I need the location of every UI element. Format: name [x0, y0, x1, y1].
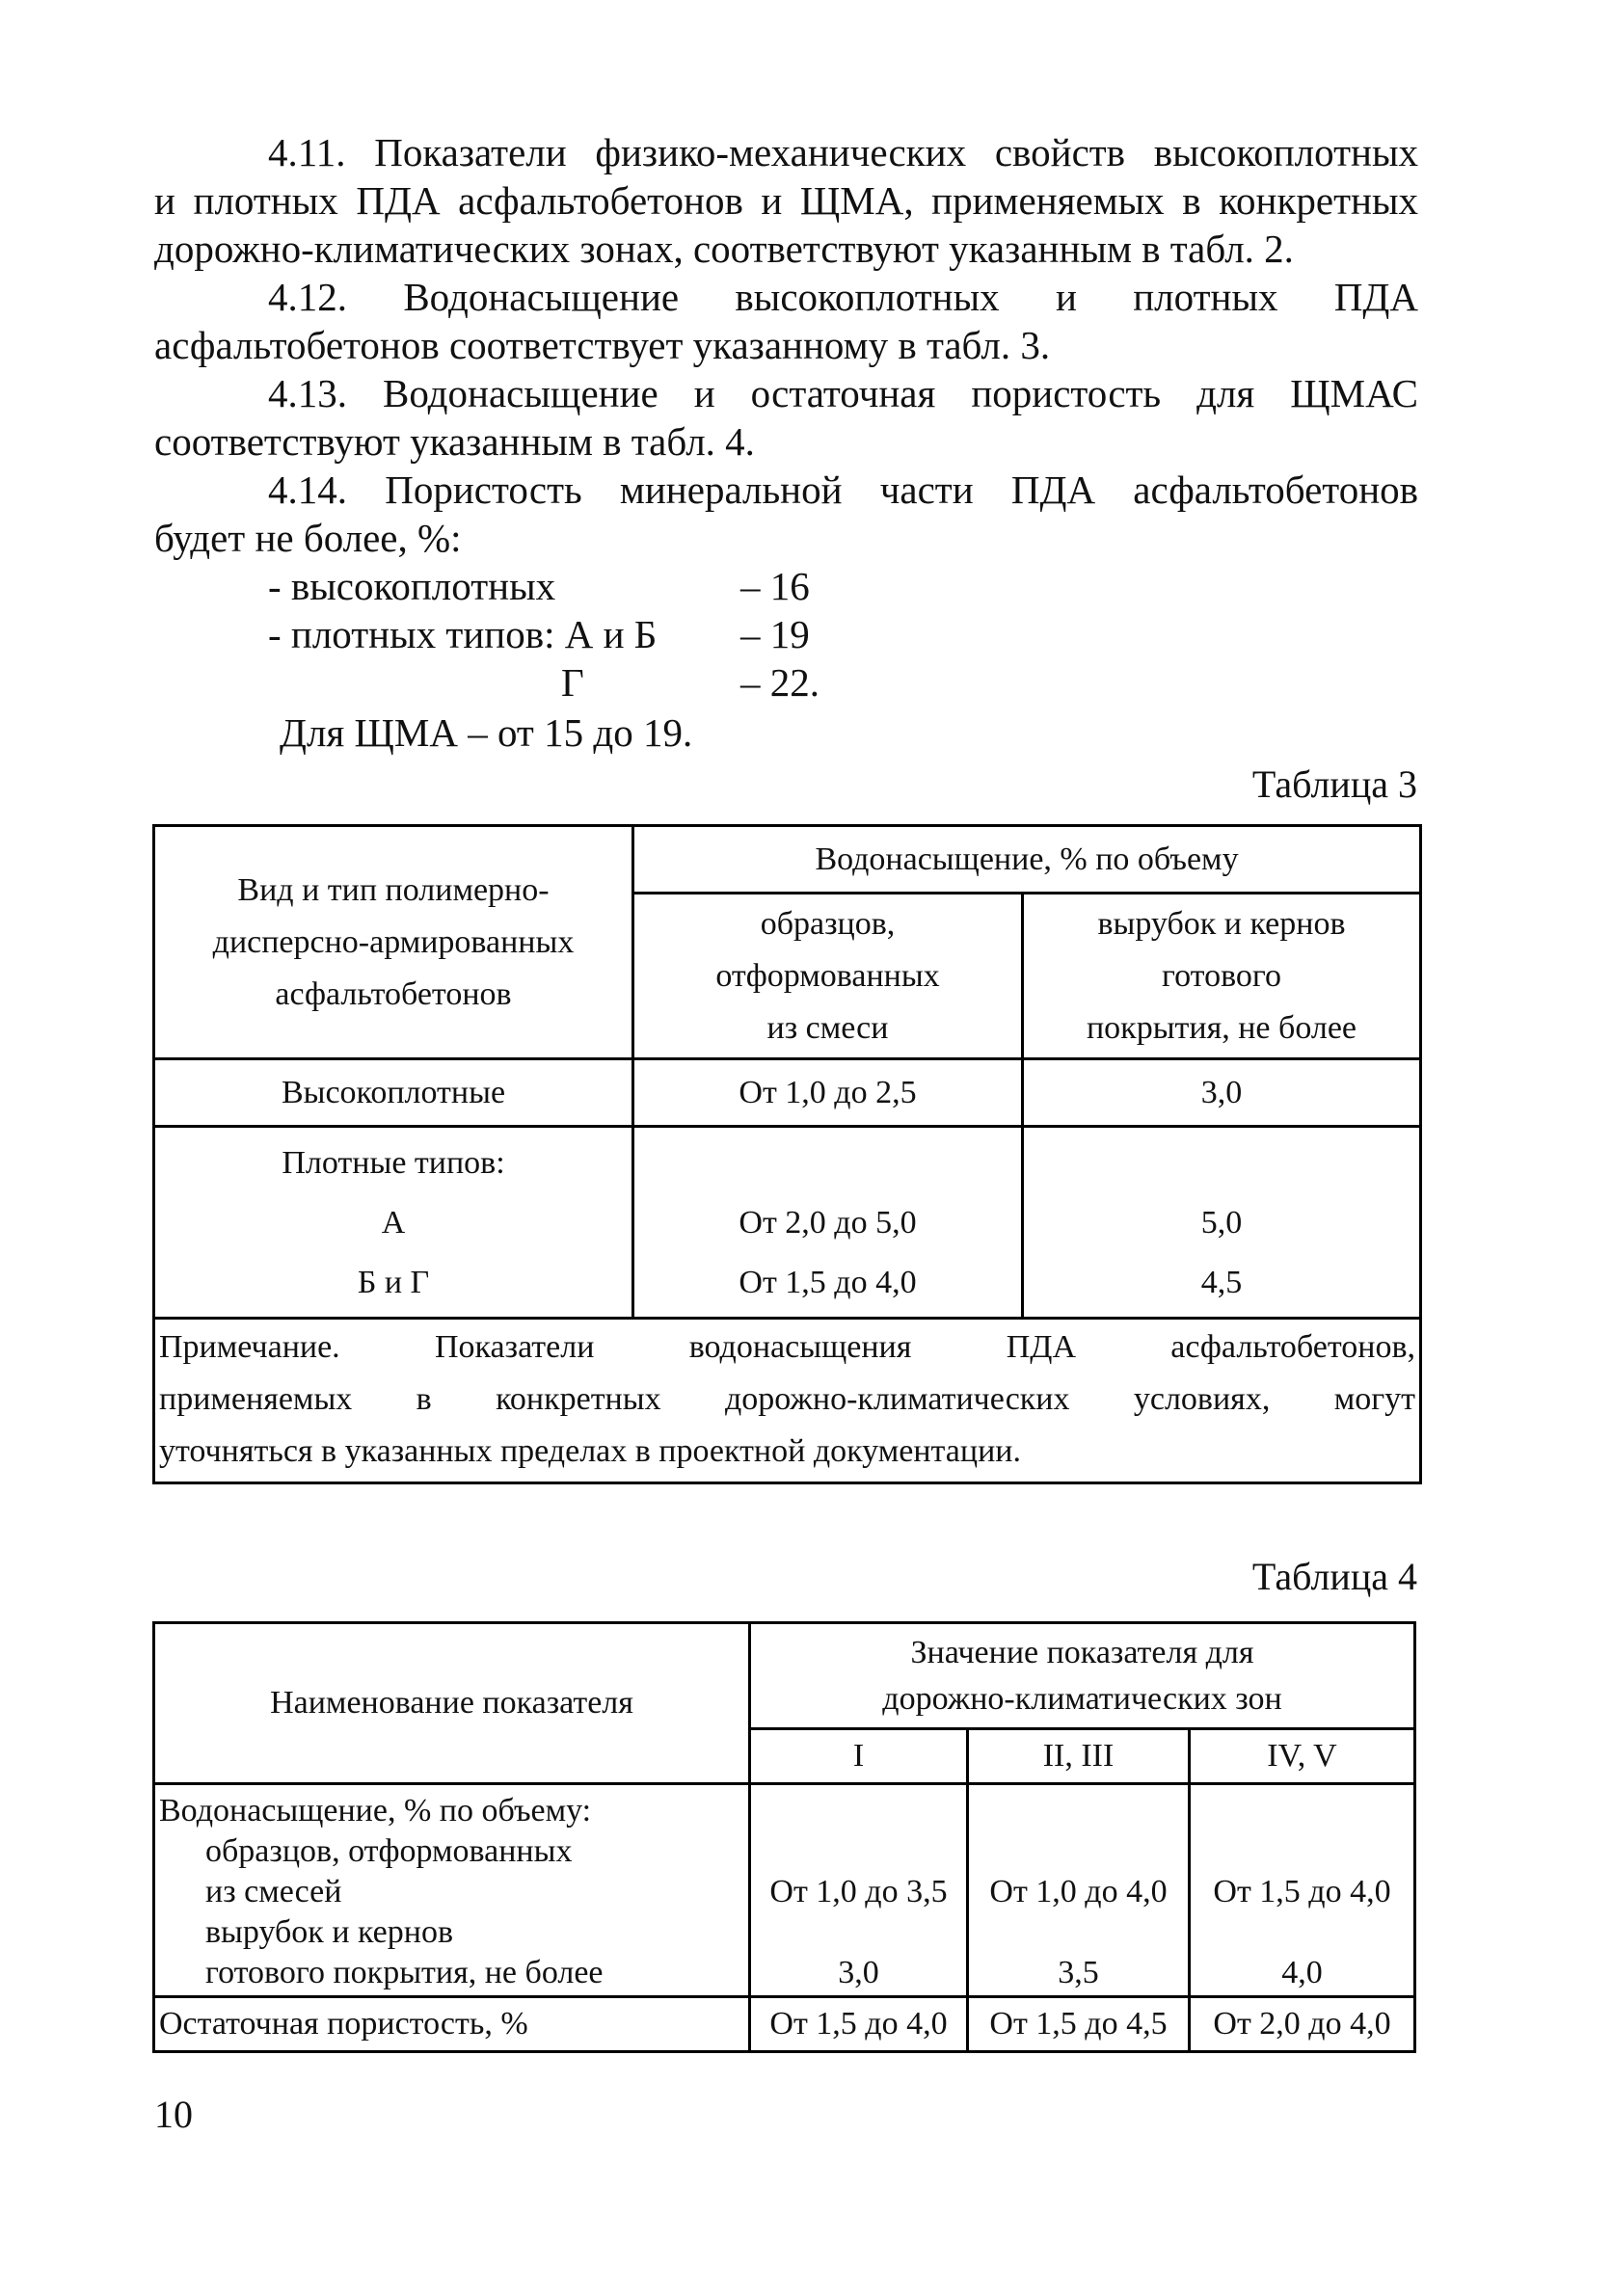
porosity-item-label: Г [561, 660, 584, 705]
table-4-header-name: Наименование показателя [154, 1623, 750, 1784]
table-4-header-zone: II, III [968, 1729, 1190, 1784]
paragraph-4-14-line-1: 4.14. Пористость минеральной части ПДА асфальтобетонов [268, 467, 1418, 512]
table-4-caption: Таблица 4 [1251, 1555, 1417, 1598]
table-row [154, 1997, 1415, 2052]
paragraph-4-11-line-1: 4.11. Показатели физико-механических свойств высокоплотных [268, 130, 1418, 174]
table-4-header-values: Значение показателя для дорожно-климатических зон [750, 1623, 1415, 1729]
paragraph-4-13-line-2: соответствуют указанным в табл. 4. [154, 419, 755, 464]
table-4-header-zone: I [750, 1729, 968, 1784]
table-3-cell-cores: 3,0 [1023, 1059, 1421, 1127]
porosity-item-value: – 16 [740, 564, 810, 608]
table-3-cell-cores: 5,0 4,5 [1023, 1127, 1421, 1319]
table-3-header-type: Вид и тип полимерно- дисперсно-армированных асфальтобетонов [154, 826, 633, 1059]
table-4-cell-name: Остаточная пористость, % [154, 1997, 750, 2052]
paragraph-4-11-line-2: и плотных ПДА асфальтобетонов и ЩМА, применяемых в конкретных [154, 178, 1418, 223]
table-4-cell-value: От 1,5 до 4,0 [750, 1997, 968, 2052]
table-4-cell-value: От 1,0 до 4,0 3,5 [968, 1784, 1190, 1997]
table-4-cell-value: От 2,0 до 4,0 [1190, 1997, 1415, 2052]
shma-porosity-note: Для ЩМА – от 15 до 19. [280, 710, 693, 755]
porosity-item-value: – 22. [740, 660, 819, 705]
table-3-header-cores: вырубок и кернов готового покрытия, не более [1023, 894, 1421, 1059]
table-3-cell-samples: От 1,0 до 2,5 [633, 1059, 1023, 1127]
paragraph-4-12-line-2: асфальтобетонов соответствует указанному в табл. 3. [154, 323, 1051, 367]
paragraph-4-12-line-1: 4.12. Водонасыщение высокоплотных и плотных ПДА [268, 275, 1418, 319]
table-3-cell-type: Высокоплотные [154, 1059, 633, 1127]
paragraph-4-11-line-3: дорожно-климатических зонах, соответствуют указанным в табл. 2. [154, 227, 1294, 271]
table-3-header-samples: образцов, отформованных из смеси [633, 894, 1023, 1059]
table-row [154, 1784, 1415, 1997]
porosity-item-value: – 19 [740, 612, 810, 656]
table-3-note-row [154, 1319, 1421, 1483]
porosity-item-label: - плотных типов: А и Б [268, 612, 658, 656]
table-4 [152, 1621, 1416, 2053]
table-3-cell-type: Плотные типов: А Б и Г [154, 1127, 633, 1319]
porosity-item-label: - высокоплотных [268, 564, 556, 608]
paragraph-4-13-line-1: 4.13. Водонасыщение и остаточная пористость для ЩМАС [268, 371, 1418, 415]
page-number: 10 [154, 2093, 193, 2136]
table-3 [152, 824, 1422, 1484]
table-4-cell-value: От 1,5 до 4,0 4,0 [1190, 1784, 1415, 1997]
table-3-header-water-saturation: Водонасыщение, % по объему [633, 826, 1421, 894]
table-4-header-zone: IV, V [1190, 1729, 1415, 1784]
paragraph-4-14-line-2: будет не более, %: [154, 516, 462, 560]
table-4-cell-name: Водонасыщение, % по объему: образцов, отформованных из смесей вырубок и кернов готового покрытия, не более [154, 1784, 750, 1997]
table-3-note: Примечание. Показатели водонасыщения ПДА асфальтобетонов, применяемых в конкретных дорожно-климатических условиях, могут уточняться в указанных пределах в проектной документации. [154, 1319, 1421, 1483]
table-4-cell-value: От 1,0 до 3,5 3,0 [750, 1784, 968, 1997]
table-row [154, 1059, 1421, 1127]
table-4-cell-value: От 1,5 до 4,5 [968, 1997, 1190, 2052]
table-3-caption: Таблица 3 [1251, 762, 1417, 806]
table-row [154, 1127, 1421, 1319]
table-3-cell-samples: От 2,0 до 5,0 От 1,5 до 4,0 [633, 1127, 1023, 1319]
